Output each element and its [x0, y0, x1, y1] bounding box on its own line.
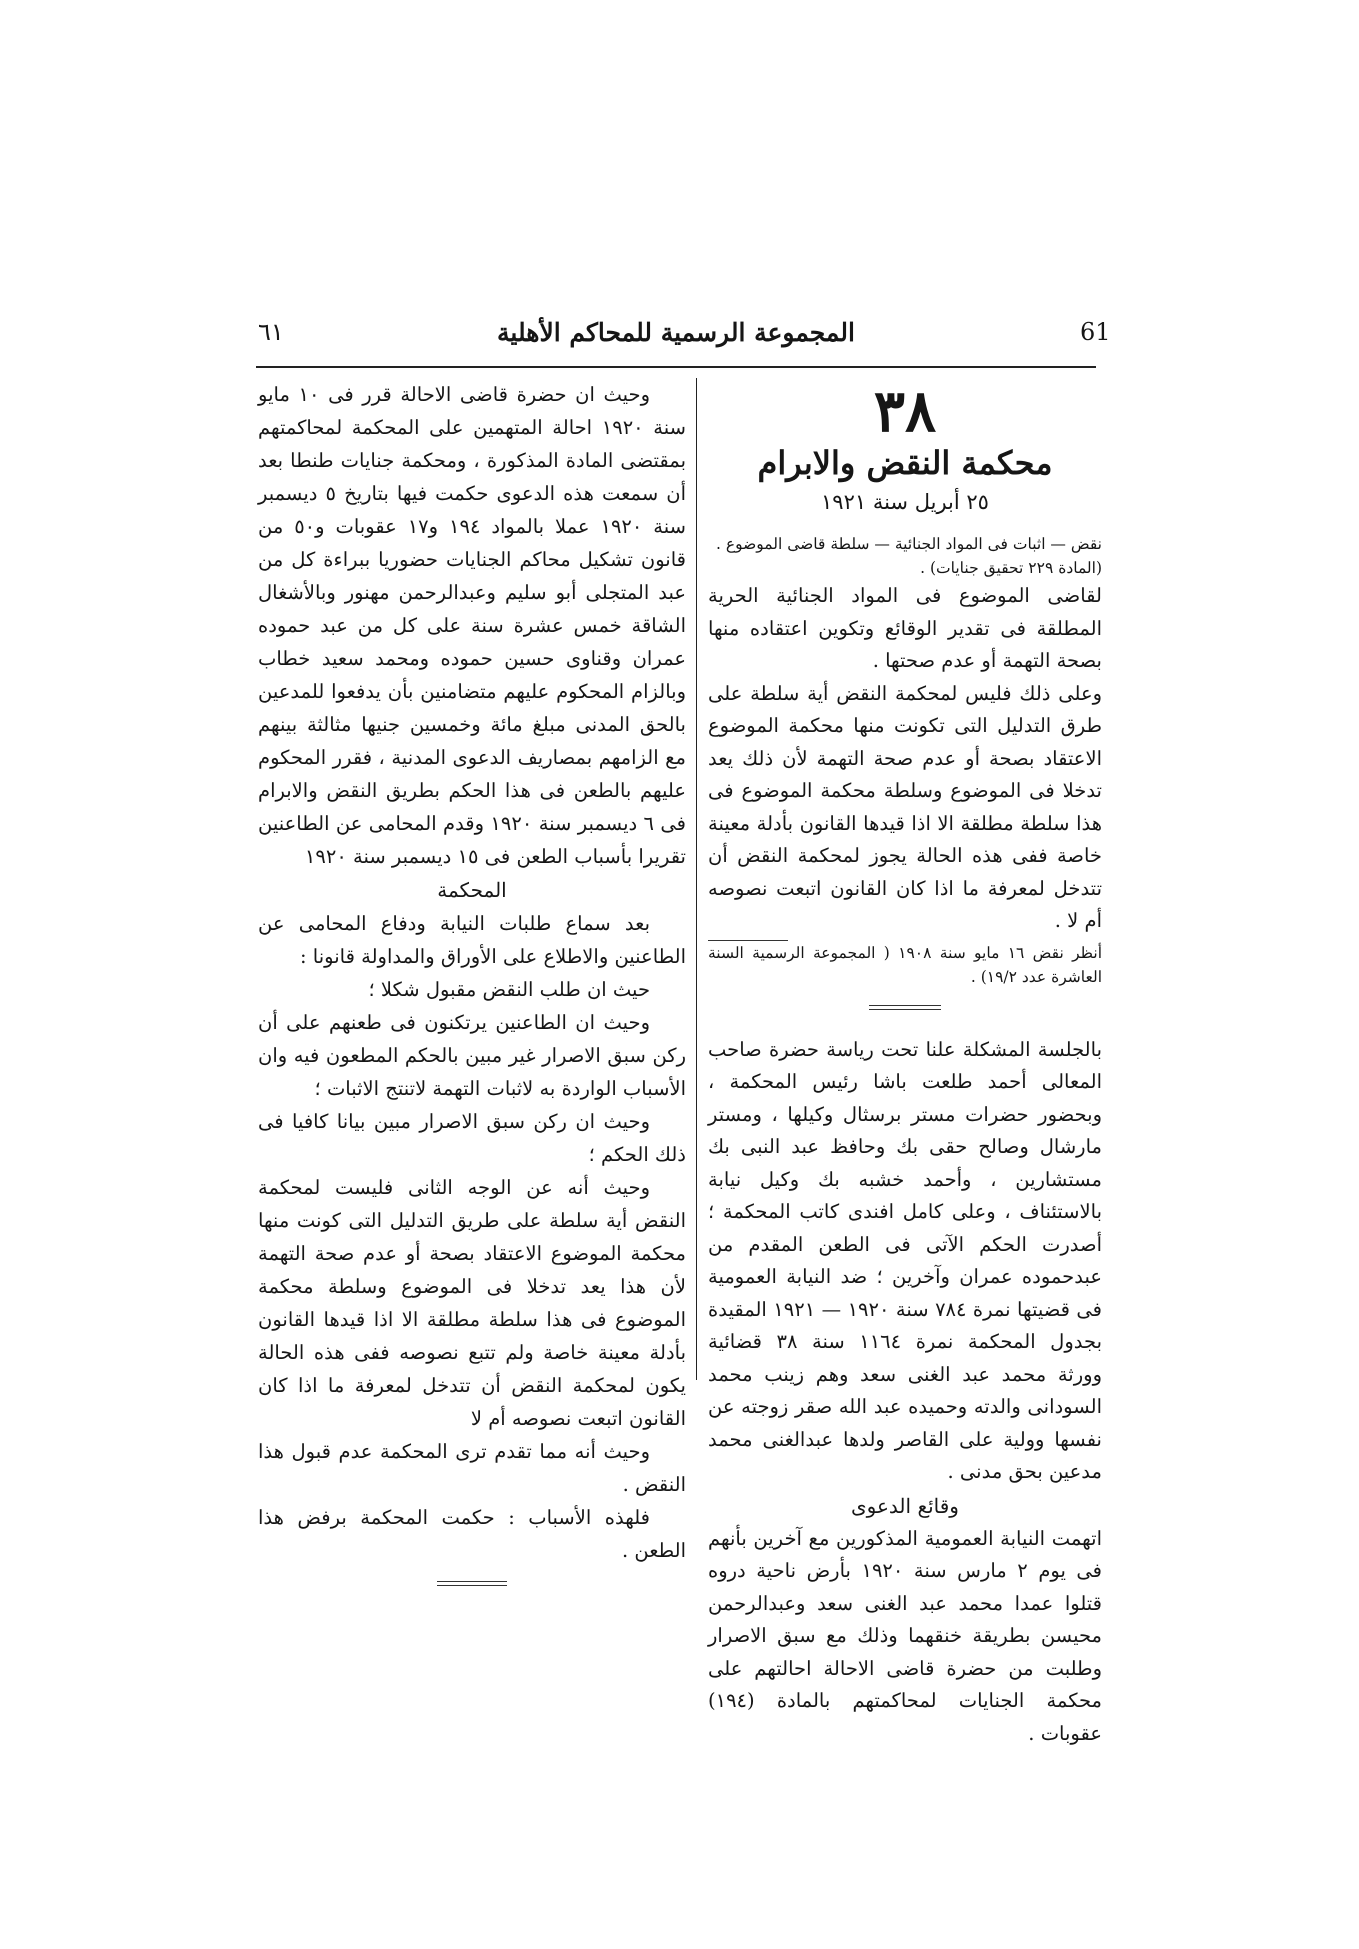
- case-number: ٣٨: [873, 377, 937, 445]
- legal-principle-1: لقاضى الموضوع فى المواد الجنائية الحرية المطلقة فى تقدير الوقائع وتكوين اعتقاده منها بصحة التهمة أو عدم صحتها .: [708, 584, 1102, 672]
- end-separator: [437, 1581, 507, 1586]
- right-column: [708, 376, 1102, 1750]
- paragraph-hearing: بعد سماع طلبات النيابة ودفاع المحامى عن الطاعنين والاطلاع على الأوراق والمداولة قانونا :: [258, 912, 686, 968]
- paragraph-conclusion: وحيث أنه مما تقدم ترى المحكمة عدم قبول هذا النقض .: [258, 1440, 686, 1496]
- header-rule: [256, 366, 1096, 368]
- legal-principle-2: وعلى ذلك فليس لمحكمة النقض أية سلطة على طرق التدليل التى تكونت منها محكمة الموضوع الاعتقاد بصحة أو عدم صحة التهمة لأن ذلك يعد تدخلا فى الموضوع وسلطة محكمة الموضوع فى هذا سلطة مطلقة الا اذا قيدها القانون بأدلة معينة خاصة ففى هذه الحالة يجوز لمحكمة النقض أن تتدخل لمعرفة ما اذا كان القانون اتبعت نصوصه أم لا .: [708, 681, 1102, 932]
- page-number-arabic: ٦١: [258, 318, 284, 346]
- session-paragraph: بالجلسة المشكلة علنا تحت رياسة حضرة صاحب المعالى أحمد طلعت باشا رئيس المحكمة ، وبحضور حضرات مستر برسثال وكيلها ، ومستر مارشال وصالح حقى بك وحافظ عبد النبى بك مستشارين ، وأحمد خشبه بك وكيل نيابة بالاستئناف ، وعلى كامل افندى كاتب المحكمة ؛ أصدرت الحكم الآتى فى الطعن المقدم من عبدحموده عمران وآخرين ؛ ضد النيابة العمومية فى قضيتها نمرة ٧٨٤ سنة ١٩٢٠ — ١٩٢١ المقيدة بجدول المحكمة نمرة ١١٦٤ سنة ٣٨ قضائية وورثة محمد عبد الغنى سعد وهم زينب محمد السودانى والدته وحميده عبد الله صقر زوجته عن نفسها وولية على القاصر ولدها عبدالغنى محمد مدعين بحق مدنى .: [708, 1037, 1103, 1483]
- reference-note: أنظر نقض ١٦ مايو سنة ١٩٠٨ ( المجموعة الرسمية السنة العاشرة عدد ١٩/٢) .: [708, 943, 1102, 986]
- paragraph-premeditation: وحيث ان ركن سبق الاصرار مبين بيانا كافيا فى ذلك الحكم ؛: [258, 1110, 686, 1166]
- court-name: محكمة النقض والابرام: [757, 444, 1053, 482]
- paragraph-grounds: وحيث ان الطاعنين يرتكنون فى طعنهم على أن ركن سبق الاصرار غير مبين بالحكم المطعون فيه وان الأسباب الواردة به لاثبات التهمة لاتنتج الاثبات ؛: [258, 1011, 686, 1100]
- running-title: المجموعة الرسمية للمحاكم الأهلية: [497, 318, 855, 347]
- paragraph-second-ground: وحيث أنه عن الوجه الثانى فليست لمحكمة النقض أية سلطة على طريق التدليل التى كونت منها محكمة الموضوع الاعتقاد بصحة أو عدم صحة التهمة لأن هذا يعد تدخلا فى الموضوع وسلطة محكمة الموضوع فى هذا سلطة مطلقة الا اذا قيدها القانون بأدلة معينة خاصة ولم تتبع نصوصه ففى هذه الحالة يكون لمحكمة النقض أن تتدخل لمعرفة ما اذا كان القانون اتبعت نصوصه أم لا: [258, 1176, 686, 1430]
- case-date: ٢٥ أبريل سنة ١٩٢١: [821, 490, 989, 514]
- facts-paragraph: اتهمت النيابة العمومية المذكورين مع آخرين بأنهم فى يوم ٢ مارس سنة ١٩٢٠ بأرض ناحية دروه قتلوا عمدا محمد عبد الغنى سعد وعبدالرحمن محيسن بطريقة خنقهما وذلك مع سبق الاصرار وطلبت من حضرة قاضى الاحالة احالتهم على محكمة الجنايات لمحاكمتهم بالمادة (١٩٤) عقوبات .: [708, 1526, 1103, 1745]
- column-divider: [696, 378, 697, 1380]
- facts-heading: وقائع الدعوى: [851, 1493, 959, 1518]
- section-separator: [869, 1005, 941, 1010]
- paragraph-judgment: فلهذه الأسباب : حكمت المحكمة برفض هذا الطعن .: [258, 1506, 686, 1562]
- page-header: [258, 318, 1111, 358]
- case-keywords: نقض — اثبات فى المواد الجنائية — سلطة قاضى الموضوع . (المادة ٢٢٩ تحقيق جنايات) .: [716, 535, 1102, 577]
- paragraph-referral: وحيث ان حضرة قاضى الاحالة قرر فى ١٠ مايو سنة ١٩٢٠ احالة المتهمين على المحكمة لمحاكمتهم بمقتضى المادة المذكورة ، ومحكمة جنايات طنطا بعد أن سمعت هذه الدعوى حكمت فيها بتاريخ ٥ ديسمبر سنة ١٩٢٠ عملا بالمواد ١٩٤ و١٧ عقوبات و٥٠ من قانون تشكيل محاكم الجنايات حضوريا ببراءة كل من عبد المتجلى أبو سليم وعبدالرحمن مهنور وبالأشغال الشاقة خمس عشرة سنة على كل من عبد حموده عمران وقناوى حسين حموده ومحمد سعيد خطاب وبالزام المحكوم عليهم متضامنين بأن يدفعوا للمدعين بالحق المدنى مبلغ مائة وخمسين جنيها مثالثة بينهم مع الزامهم بمصاريف الدعوى المدنية ، فقرر المحكوم عليهم بالطعن فى هذا الحكم بطريق النقض والابرام فى ٦ ديسمبر سنة ١٩٢٠ وقدم المحامى عن الطاعنين تقريرا بأسباب الطعن فى ١٥ ديسمبر سنة ١٩٢٠: [258, 383, 686, 868]
- court-heading: المحكمة: [437, 878, 507, 902]
- paragraph-admissibility: حيث ان طلب النقض مقبول شكلا ؛: [368, 978, 650, 1001]
- page-number-latin: 61: [1080, 318, 1111, 346]
- left-column: [258, 378, 686, 1586]
